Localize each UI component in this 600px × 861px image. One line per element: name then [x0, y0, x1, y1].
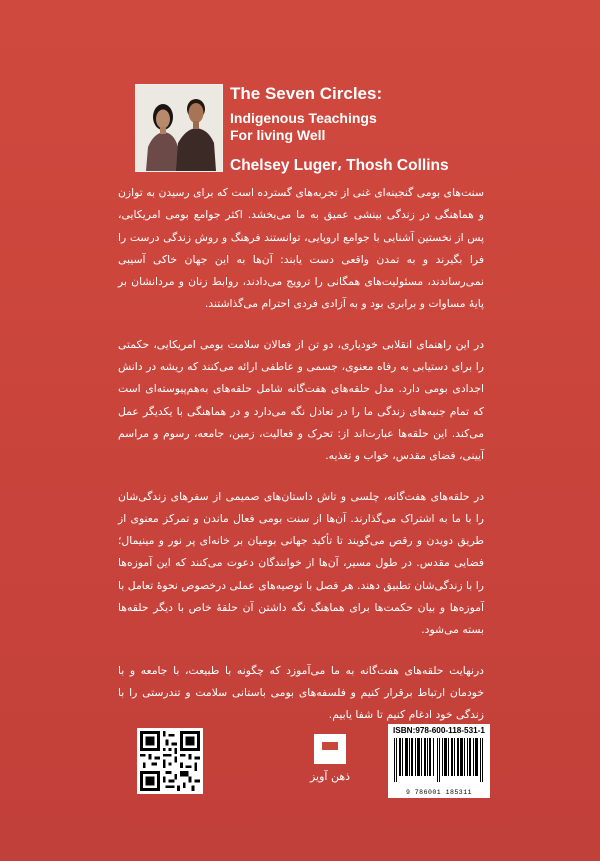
barcode-bars-icon [394, 738, 484, 782]
book-title: The Seven Circles: [230, 84, 383, 103]
barcode [388, 724, 490, 798]
paragraph-3: در حلقه‌های هفت‌گانه، چلسی و تاش داستان‌های صمیمی از سفرهای زندگی‌شان را با ما به اشتراک می‌گذارند. آن‌ها از سنت بومی فعال ماندن و تمرکز معنوی از طریق دویدن و رقص می‌گویند تا تأکید جهانی بومیان بر خانه‌ای پر نور و مینیمال؛ فضایی مقدس. در طول مسیر، آن‌ها از خوانندگان دعوت می‌کنند که این آموزه‌ها را با زندگی‌شان تطبیق دهند. هر فصل با توصیه‌های عملی درخصوص نحوهٔ تعامل با آموزه‌ها و بیان حکمت‌ها برای هماهنگ نگه داشتن آن حلقهٔ خاص با دیگر حلقه‌ها بسته می‌شود. [118, 489, 484, 637]
barcode-number: 9 786001 185311 [405, 789, 472, 796]
paragraph-1: سنت‌های بومی گنجینه‌ای غنی از تجربه‌های گسترده است که برای رسیدن به توازن و هماهنگی در زندگی بینشی عمیق به ما می‌بخشد. اکثر جوامع بومی امریکایی، پس از نخستین آشنایی با جوامع اروپایی، توانستند فرهنگ و روش زندگی درست را فرا بگیرند و به تمدن واقعی دست یابند: آن‌ها به این جهان خاکی آسیبی نمی‌رساندند، مسئولیت‌های همگانی را ترویج می‌دادند، روابط زنان و مردانشان بر پایهٔ مساوات و برابری بود و به آزادی فردی احترام می‌گذاشتند. [118, 186, 484, 311]
qr-code-icon [140, 731, 200, 791]
authors-photo [135, 84, 223, 172]
qr-code [137, 728, 203, 794]
description [118, 182, 484, 745]
paragraph-4: درنهایت حلقه‌های هفت‌گانه به ما می‌آموزد که چگونه با طبیعت، با جامعه و با خودمان ارتباط برقرار کنیم و فلسفه‌های بومی باستانی سلامت و تندرستی را با زندگی خود ادغام کنیم تا شفا یابیم. [118, 663, 484, 722]
publisher-logo-icon [305, 730, 355, 790]
publisher-logo [305, 730, 355, 790]
book-subtitle-line2: For living Well [230, 127, 326, 143]
book-subtitle-line1: Indigenous Teachings [230, 110, 377, 126]
authors: Chelsey Luger، Thosh Collins [230, 157, 449, 174]
paragraph-2: در این راهنمای انقلابی خودیاری، دو تن از فعالان سلامت بومی امریکایی، حکمتی را برای دستیابی به رفاه معنوی، جسمی و عاطفی ارائه می‌کنند که ریشه در دانش اجدادی بومی دارد. مدل حلقه‌های هفت‌گانه شامل حلقه‌های به‌هم‌پیوسته‌ای است که تمام جنبه‌های زندگی ما را در تعادل نگه می‌دارد و در هماهنگی با یکدیگر عمل می‌کند. این حلقه‌ها عبارت‌اند از: تحرک و فعالیت، زمین، جامعه، رسوم و مراسم آیینی، فضای مقدس، خواب و تغذیه. [118, 337, 484, 463]
authors-portrait-icon [136, 85, 222, 171]
publisher-name: ذهن آویز [309, 770, 351, 783]
title-block [230, 84, 490, 175]
isbn-text: ISBN:978-600-118-531-1 [393, 726, 485, 735]
